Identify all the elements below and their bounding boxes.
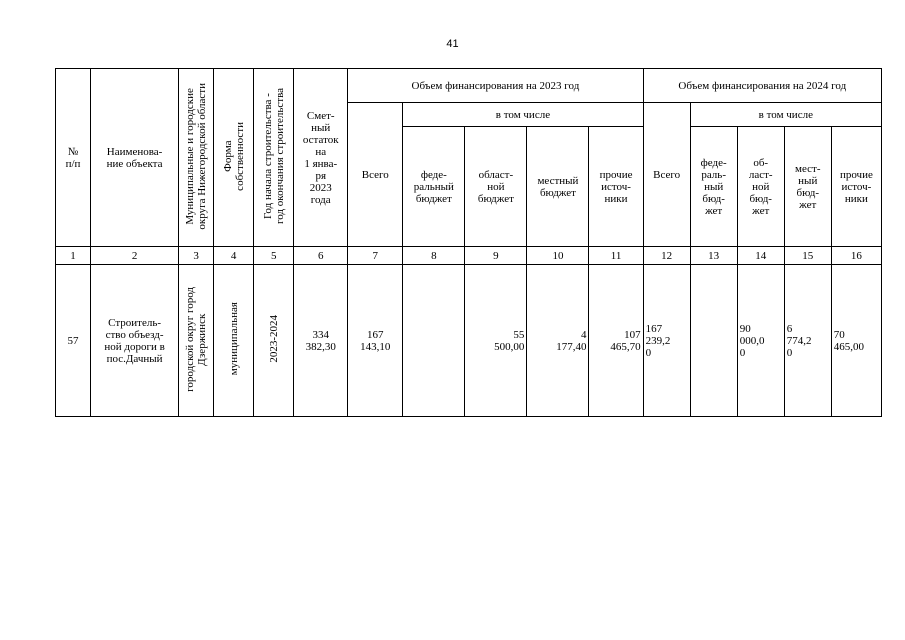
column-number: 9: [465, 247, 527, 265]
row-ownership-text: муниципальная: [227, 302, 240, 376]
header-years-text: Год начала строительства - год окончания строительства: [261, 88, 286, 224]
row-total-2024: 167 239,2 0: [643, 265, 690, 417]
header-regional-2024: об- ласт- ной бюд- жет: [737, 127, 784, 247]
column-number-row: [56, 247, 882, 265]
row-years-text: 2023-2024: [267, 315, 280, 363]
header-object-name: Наименова- ние объекта: [91, 69, 179, 247]
row-ownership: [214, 265, 254, 417]
financing-table: [55, 68, 882, 417]
row-regional-2024: 90 000,0 0: [737, 265, 784, 417]
row-years: [254, 265, 294, 417]
column-number: 1: [56, 247, 91, 265]
header-total-2023: Всего: [348, 103, 403, 247]
column-number: 14: [737, 247, 784, 265]
table-row: [56, 265, 882, 417]
header-including-2024: в том числе: [690, 103, 881, 127]
header-other-2024: прочие источ- ники: [831, 127, 881, 247]
column-number: 2: [91, 247, 179, 265]
row-local-2023: 4 177,40: [527, 265, 589, 417]
header-ownership-text: Форма собственности: [221, 121, 246, 191]
header-other-2023: прочие источ- ники: [589, 127, 643, 247]
column-number: 8: [403, 247, 465, 265]
column-number: 4: [214, 247, 254, 265]
header-municipality-text: Муниципальные и городские округа Нижегородской области: [184, 82, 209, 230]
header-ownership: [214, 69, 254, 247]
header-municipality: [179, 69, 214, 247]
header-financing-2023: Объем финансирования на 2023 год: [348, 69, 643, 103]
header-federal-2023: феде- ральный бюджет: [403, 127, 465, 247]
header-local-2024: мест- ный бюд- жет: [784, 127, 831, 247]
row-regional-2023: 55 500,00: [465, 265, 527, 417]
column-number: 15: [784, 247, 831, 265]
header-including-2023: в том числе: [403, 103, 643, 127]
header-estimate: Смет- ный остаток на 1 янва- ря 2023 года: [294, 69, 348, 247]
row-other-2024: 70 465,00: [831, 265, 881, 417]
row-municipality-text: городской округ город Дзержинск: [184, 286, 209, 392]
column-number: 7: [348, 247, 403, 265]
header-local-2023: местный бюджет: [527, 127, 589, 247]
column-number: 5: [254, 247, 294, 265]
column-number: 11: [589, 247, 643, 265]
header-regional-2023: област- ной бюджет: [465, 127, 527, 247]
row-total-2023: 167 143,10: [348, 265, 403, 417]
header-total-2024: Всего: [643, 103, 690, 247]
row-estimate: 334 382,30: [294, 265, 348, 417]
column-number: 12: [643, 247, 690, 265]
page-number: 41: [446, 38, 459, 50]
row-other-2023: 107 465,70: [589, 265, 643, 417]
row-object-name: Строитель- ство объезд- ной дороги в пос.Дачный: [91, 265, 179, 417]
header-num: № п/п: [56, 69, 91, 247]
column-number: 3: [179, 247, 214, 265]
row-municipality: [179, 265, 214, 417]
row-num: 57: [56, 265, 91, 417]
column-number: 13: [690, 247, 737, 265]
row-local-2024: 6 774,2 0: [784, 265, 831, 417]
column-number: 6: [294, 247, 348, 265]
header-years: [254, 69, 294, 247]
column-number: 10: [527, 247, 589, 265]
header-financing-2024: Объем финансирования на 2024 год: [643, 69, 881, 103]
row-federal-2023: [403, 265, 465, 417]
header-federal-2024: феде- раль- ный бюд- жет: [690, 127, 737, 247]
row-federal-2024: [690, 265, 737, 417]
column-number: 16: [831, 247, 881, 265]
